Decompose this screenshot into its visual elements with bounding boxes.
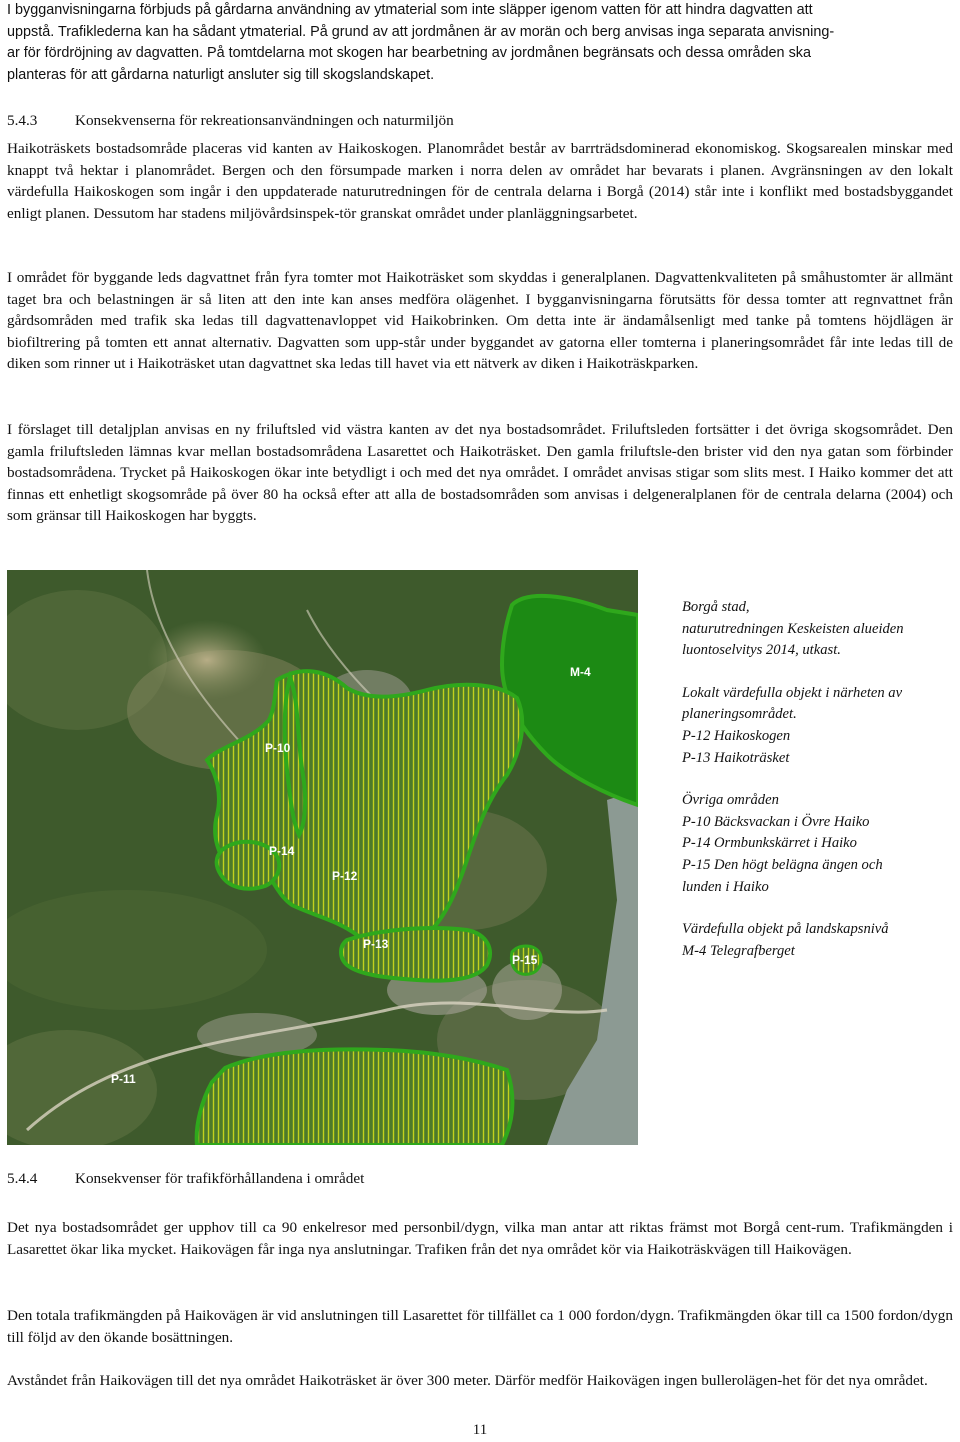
intro-line: ar för fördröjning av dagvatten. På tomtdelarna mot skogen har bearbetning av jordmånen begränsats och dessa områden ska — [7, 45, 811, 62]
section-title: Konsekvenserna för rekreationsanvändningen och naturmiljön — [75, 112, 454, 129]
legend-line: P-13 Haikoträsket — [682, 749, 790, 766]
legend-line: P-15 Den högt belägna ängen och — [682, 856, 883, 873]
legend-line: naturutredningen Keskeisten alueiden — [682, 620, 904, 637]
paragraph-stormwater: I området för byggande leds dagvattnet från fyra tomter mot Haikoträsket som skyddas i generalplanen. Dagvattenkvaliteten på småhustomter är allmänt taget bra och belastningen är så liten att den inte kan anses medföra olägenhet. I bygganvisningarna förutsätts för dessa tomter att regnvattnet från gårdsområden med trafik ska ledas till dagvattenavloppet vid Haikobrinken. Om detta inte är ändamålsenligt med tanke på tomtens höjdlägen är biofiltrering på tomten ett annat alternativ. Dagvatten som upp-står under byggandet av gatorna eller tomterna i planeringsområdet får inte ledas till de diken som rinner ut i Haikoträsket utan dagvattnet ska ledas till havet via ett nätverk av diken i Haikoträskparken. — [7, 269, 953, 373]
legend-line: planeringsområdet. — [682, 706, 797, 723]
legend-local-objects — [682, 683, 942, 769]
intro-line: planteras för att gårdarna naturligt ansluter sig till skogslandskapet. — [7, 66, 435, 83]
area-p13 — [341, 928, 490, 981]
label-p11: P-11 — [111, 1072, 136, 1086]
intro-line: I bygganvisningarna förbjuds på gårdarna användning av ytmaterial som inte släpper igenom vatten för att hindra dagvatten att — [7, 2, 813, 18]
legend-other-areas — [682, 790, 942, 898]
section-heading-543 — [7, 110, 953, 132]
paragraph-trails: I förslaget till detaljplan anvisas en ny friluftsled vid västra kanten av det nya bostadsområdet. Friluftsleden fortsätter i det övriga skogsområdet. Den gamla friluftsleden lämnas kvar mellan bostadsområdena Lasarettet och Haikoträsket. Den gamla friluftsle-den brister vid den nya gatan som förbinder bostadsområdena. Trycket på Haikoskogen ökar inte betydligt i och med det nya området. I området anvisas stigar som slits mest. I Haiko kommer det att finnas ett enhetligt skogsområde på över 80 ha också efter att alla de bostadsområden som anvisas i delgeneralplanen för de centrala delarna (2004) och som gränsar till Haikoskogen har byggts. — [7, 421, 953, 525]
map-legend — [682, 597, 942, 983]
label-p10: P-10 — [265, 741, 291, 755]
page-number: 11 — [472, 1422, 488, 1438]
legend-line: P-12 Haikoskogen — [682, 727, 791, 744]
legend-line: luontoselvitys 2014, utkast. — [682, 642, 841, 659]
legend-line: Borgå stad, — [682, 599, 750, 615]
label-p13: P-13 — [363, 937, 389, 951]
paragraph-traffic-trips: Det nya bostadsområdet ger upphov till ca 90 enkelresor med personbil/dygn, vilka man antar att riktas främst mot Borgå cent-rum. Trafikmängden i Lasarettet ökar lika mycket. Haikovägen får inga nya anslutningar. Trafiken från det nya området kör via Haikoträskvägen till Haikovägen. — [7, 1219, 953, 1258]
section-heading-544 — [7, 1168, 953, 1190]
paragraph-nature: Haikoträskets bostadsområde placeras vid kanten av Haikoskogen. Planområdet består av barrträdsdominerad ekonomiskog. Skogsarealen minskar med knappt två hektar i planområdet. Bergen och den försumpade marken i norra delen av området har bevarats i planen. Avgränsningen av den lokalt värdefulla Haikoskogen som ingår i den uppdaterade naturutredningen för de centrala delarna i Borgå (2014) står inte i konflikt med bostadsbyggandet enligt planen. Dessutom har stadens miljövårdsinspek-tör granskat området under planläggningsarbetet. — [7, 140, 953, 222]
section-number: 5.4.4 — [7, 1170, 38, 1187]
label-m4: M-4 — [570, 665, 591, 679]
label-p14: P-14 — [269, 844, 295, 858]
section-title: Konsekvenser för trafikförhållandena i området — [75, 1170, 365, 1187]
label-p12: P-12 — [332, 869, 358, 883]
area-p11 — [197, 1049, 513, 1145]
legend-landscape — [682, 919, 942, 962]
paragraph-traffic-volume: Den totala trafikmängden på Haikovägen är vid anslutningen till Lasarettet för tillfället ca 1 000 fordon/dygn. Trafikmängden ökar till ca 1500 fordon/dygn till följd av den ökande bosättningen. — [7, 1307, 953, 1346]
legend-line: Övriga områden — [682, 792, 779, 809]
legend-source — [682, 597, 942, 662]
label-p15: P-15 — [512, 953, 538, 967]
paragraph-noise: Avståndet från Haikovägen till det nya området Haikoträsket är över 300 meter. Därför medför Haikovägen ingen bullerolägen-het för det nya området. — [7, 1372, 928, 1389]
legend-line: P-14 Ormbunkskärret i Haiko — [682, 835, 857, 852]
legend-line: lunden i Haiko — [682, 878, 769, 895]
section-number: 5.4.3 — [7, 112, 38, 129]
legend-line: M-4 Telegrafberget — [682, 942, 795, 959]
legend-line: Värdefulla objekt på landskapsnivå — [682, 921, 889, 938]
nature-survey-map — [7, 570, 638, 1145]
legend-line: P-10 Bäcksvackan i Övre Haiko — [682, 813, 870, 830]
intro-paragraph — [7, 0, 953, 86]
intro-line: uppstå. Trafiklederna kan ha sådant ytmaterial. På grund av att jordmånen är av morän och berg anvisas inga separata anvisning- — [7, 23, 835, 40]
legend-line: Lokalt värdefulla objekt i närheten av — [682, 684, 903, 701]
